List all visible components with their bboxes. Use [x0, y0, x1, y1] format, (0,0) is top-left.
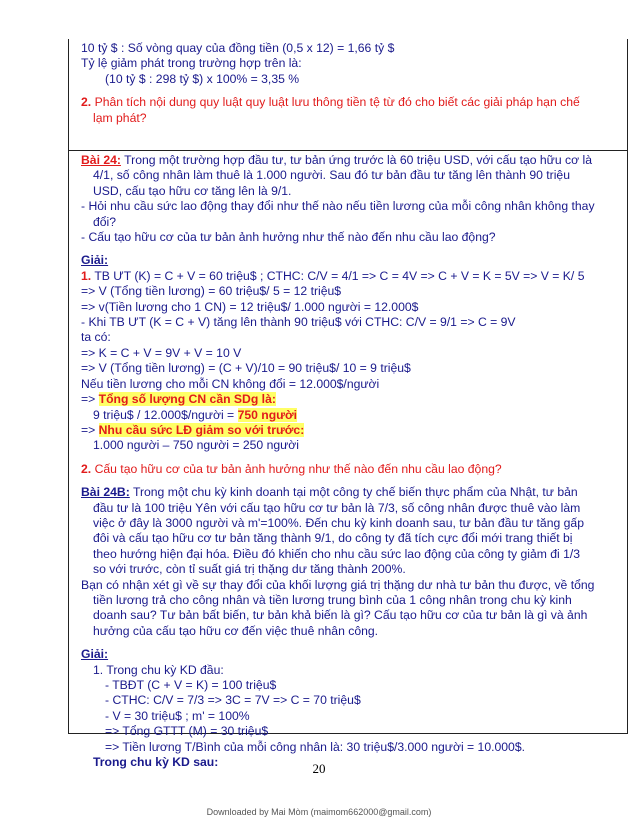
text-line: Nếu tiền lương cho mỗi CN không đổi = 12.000$/người — [81, 376, 380, 391]
text-line: => K = C + V = 9V + V = 10 V — [81, 345, 242, 360]
text-line: Bạn có nhận xét gì về sự thay đổi của khối lượng giá trị thặng dư nhà tư bản thu được, về tổng — [81, 577, 595, 592]
text-line: => v(Tiền lương cho 1 CN) = 12 triệu$/ 1.000 người = 12.000$ — [81, 299, 419, 314]
highlight-line: => Tổng số lượng CN cần SDg là: — [81, 392, 276, 407]
text-line: 1.000 người – 750 người = 250 người — [93, 438, 300, 453]
bai24-heading: Bài 24: Trong một trường hợp đầu tư, tư bản ứng trước là 60 triệu USD, với cấu tạo hữu cơ là — [81, 153, 592, 167]
text-line: USD, cấu tạo hữu cơ tăng lên là 9/1. — [93, 183, 292, 198]
solution-heading: Giải: — [81, 647, 109, 662]
text-line: 10 tỷ $ : Số vòng quay của đồng tiền (0,5 x 12) = 1,66 tỷ $ — [81, 41, 395, 55]
text-line: hưởng của cấu tạo hữu cơ đến việc thuê nhân công. — [93, 623, 379, 638]
text-line: theo hướng hiện đại hóa. Điều đó khiến cho nhu cầu sức lao động của công ty giảm đi 1/3 — [93, 546, 581, 561]
section-box-main — [69, 151, 627, 770]
text-line: đổi? — [93, 214, 117, 229]
text-line: => V (Tổng tiền lương) = (C + V)/10 = 90 triệu$/ 10 = 9 triệu$ — [81, 361, 411, 376]
text-line: (10 tỷ $ : 298 tỷ $) x 100% = 3,35 % — [105, 71, 300, 86]
text-line: => V (Tổng tiền lương) = 60 triệu$/ 5 = 12 triệu$ — [81, 284, 342, 299]
download-footer: Downloaded by Mai Mòm (maimom662000@gmail.com) — [206, 807, 432, 817]
text-line: so với trước, còn tỉ suất giá trị thặng dư tăng thành 200%. — [93, 562, 406, 577]
text-line: => Tiền lương T/Bình của mỗi công nhân là: 30 triệu$/3.000 người = 10.000$. — [105, 739, 525, 754]
text-line: tiền lương trả cho công nhân và tiền lương trung bình của 1 công nhân trong chu kỳ kinh — [93, 592, 572, 607]
text-line: => Tổng GTTT (M) = 30 triệu$ — [105, 724, 269, 739]
text-line: - CTHC: C/V = 7/3 => 3C = 7V => C = 70 triệu$ — [105, 693, 361, 708]
text-line: đầu tư là 100 triệu Yên với cấu tạo hữu cơ tư bản là 7/3, số công nhân được thuê vào làm — [93, 500, 581, 515]
result-line: 9 triệu$ / 12.000$/người = 750 người — [93, 407, 298, 422]
text-line: việc ở đây là 3000 người và m'=100%. Đến chu kỳ kinh doanh sau, tư bản đầu tư tăng gấp — [93, 515, 584, 530]
text-line: 1. Trong chu kỳ KD đầu: — [93, 662, 224, 677]
content-frame — [68, 39, 628, 770]
text-line: 4/1, số công nhân làm thuê là 1.000 người. Sau đó tư bản đầu tư tăng lên thành 90 triệu — [93, 168, 570, 183]
text-line: Tỷ lệ giảm phát trong trường hợp trên là: — [81, 56, 302, 71]
text-line: doanh sau? Tư bản bất biến, tư bản khả biến là gì? Cấu tạo hữu cơ của tư bản là gì và ảnh — [93, 608, 588, 623]
bai24b-heading: Bài 24B: Trong một chu kỳ kinh doanh tại một công ty chế biến thực phẩm của Nhật, tư bản — [81, 485, 578, 500]
text-line: đôi và cấu tạo hữu cơ tư bản tăng thành 9/1, do công ty đã tích cực đổi mới trang thiết bị — [93, 531, 573, 546]
text-line: - TBĐT (C + V = K) = 100 triệu$ — [105, 678, 277, 692]
text-line: ta có: — [81, 330, 111, 345]
text-line: - Cấu tạo hữu cơ của tư bản ảnh hưởng như thế nào đến nhu cầu lao động? — [81, 230, 496, 245]
question-2-bai24: 2. Cấu tạo hữu cơ của tư bản ảnh hưởng như thế nào đến nhu cầu lao động? — [81, 461, 502, 476]
question-2: 2. Phân tích nội dung quy luật quy luật lưu thông tiền tệ từ đó cho biết các giải pháp hạn chế — [81, 95, 580, 110]
page-number: 20 — [312, 761, 326, 776]
solution-heading: Giải: — [81, 253, 109, 268]
text-line: 1. TB ƯT (K) = C + V = 60 triệu$ ; CTHC: C/V = 4/1 => C = 4V => C + V = K = 5V => V = K/ 5 — [81, 268, 585, 283]
section-box-top — [69, 39, 627, 151]
text-line: - Hỏi nhu cầu sức lao động thay đổi như thế nào nếu tiền lương của mỗi công nhân không thay — [81, 199, 595, 214]
text-line: - Khi TB ƯT (K = C + V) tăng lên thành 90 triệu$ với CTHC: C/V = 9/1 => C = 9V — [81, 315, 516, 330]
question-2-cont: lạm phát? — [93, 110, 147, 125]
text-line: - V = 30 triệu$ ; m' = 100% — [105, 708, 250, 723]
text-line: Trong chu kỳ KD sau: — [93, 755, 219, 770]
highlight-line: => Nhu cầu sức LĐ giảm so với trước: — [81, 422, 305, 437]
